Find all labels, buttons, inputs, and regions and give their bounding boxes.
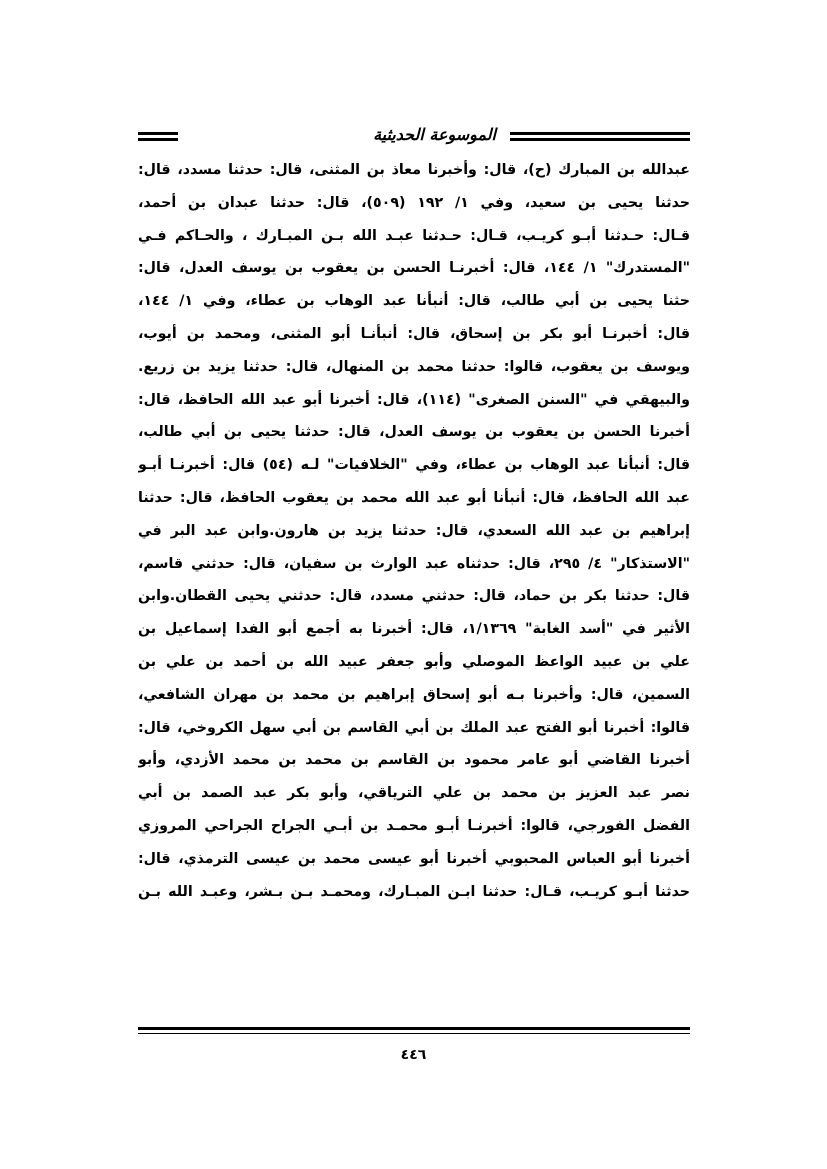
text-line: قال: أنبأنا عبد الوهاب بن عطاء، وفي "الخلافيات" لـه (٥٤) قال: أخبرنـا أبـو <box>138 457 690 474</box>
text-line: عبدالله بن المبارك (ح)، قال: وأخبرنا معاذ بن المثنى، قال: حدثنا مسدد، قال: <box>138 162 690 178</box>
text-line: حدثنا أبـو كريـب، قـال: حدثنا ابـن المبـارك، ومحمـد بـن بـشر، وعبـد الله بـن <box>138 883 690 900</box>
header-rule <box>510 138 690 141</box>
text-line: والبيهقي في "السنن الصغرى" (١١٤)، قال: أخبرنا أبو عبد الله الحافظ، قال: <box>138 391 690 408</box>
text-line: أخبرنا القاضي أبو عامر محمود بن القاسم بن محمد بن محمد الأزدي، وأبو <box>138 752 690 769</box>
text-line: قال: أخبرنـا أبو بكر بن إسحاق، قال: أنبأنـا أبو المثنى، ومحمد بن أيوب، <box>138 325 690 342</box>
text-line: ويوسف بن يعقوب، قالوا: حدثنا محمد بن المنهال، قال: حدثنا يزيد بن زريع. <box>138 358 690 375</box>
footer-rule-thick <box>138 1027 690 1030</box>
text-line: "المستدرك" ١/ ١٤٤، قال: أخبرنـا الحسن بن يعقوب بن يوسف العدل، قال: <box>138 260 690 277</box>
text-line: الفضل الفورجي، قالوا: أخبرنـا أبـو محمـد بن أبـي الجراح الجراحي المروزي <box>138 817 690 834</box>
text-line: قـال: حـدثنا أبـو كريـب، قـال: حـدثنا عبـد الله بـن المبـارك ، والحـاكم فـي <box>138 227 690 244</box>
header-rule <box>510 132 690 135</box>
text-line: أخبرنا الحسن بن يعقوب بن يوسف العدل، قال: حدثنا يحيى بن أبي طالب، <box>138 424 690 441</box>
text-line: عبد الله الحافظ، قال: أنبأنا أبو عبد الله محمد بن يعقوب الحافظ، قال: حدثنا <box>138 489 690 506</box>
running-title: الموسوعة الحديثية <box>367 124 502 146</box>
text-line: علي بن عبيد الواعظ الموصلي وأبو جعفر عبيد الله بن أحمد بن علي بن <box>138 653 690 670</box>
body-text <box>138 154 690 908</box>
header-rule <box>138 132 178 135</box>
footer-rule-thin <box>138 1033 690 1034</box>
text-line: حثنا يحيى بن أبي طالب، قال: أنبأنا عبد الوهاب بن عطاء، وفي ١/ ١٤٤، <box>138 293 690 310</box>
page-header <box>138 122 690 152</box>
footer-rule <box>138 1027 690 1034</box>
page-number: ٤٤٦ <box>400 1047 427 1063</box>
text-line: قال: حدثنا بكر بن حماد، قال: حدثني مسدد، قال: حدثني يحيى القطان.وابن <box>138 588 690 605</box>
header-rule <box>138 138 178 141</box>
text-line: "الاستذكار" ٤/ ٢٩٥، قال: حدثناه عبد الوارث بن سفيان، قال: حدثني قاسم، <box>138 555 690 572</box>
text-line: قالوا: أخبرنا أبو الفتح عبد الملك بن أبي القاسم بن أبي سهل الكروخي، قال: <box>138 719 690 736</box>
text-line: أخبرنا أبو العباس المحبوبي أخبرنا أبو عيسى محمد بن عيسى الترمذي، قال: <box>138 850 690 867</box>
text-line: حدثنا يحيى بن سعيد، وفي ١/ ١٩٢ (٥٠٩)، قال: حدثنا عبدان بن أحمد، <box>138 194 690 211</box>
text-line: السمين، قال: وأخبرنا بـه أبو إسحاق إبراهيم بن محمد بن مهران الشافعي، <box>138 686 690 703</box>
text-line: الأثير في "أسد الغابة" ١/١٣٦٩، قال: أخبرنا به أجمع أبو الفدا إسماعيل بن <box>138 621 690 638</box>
text-line: إبراهيم بن عبد الله السعدي، قال: حدثنا يزيد بن هارون.وابن عبد البر في <box>138 522 690 539</box>
text-line: نصر عبد العزيز بن محمد بن علي الترياقي، وأبو بكر عبد الصمد بن أبي <box>138 785 690 802</box>
